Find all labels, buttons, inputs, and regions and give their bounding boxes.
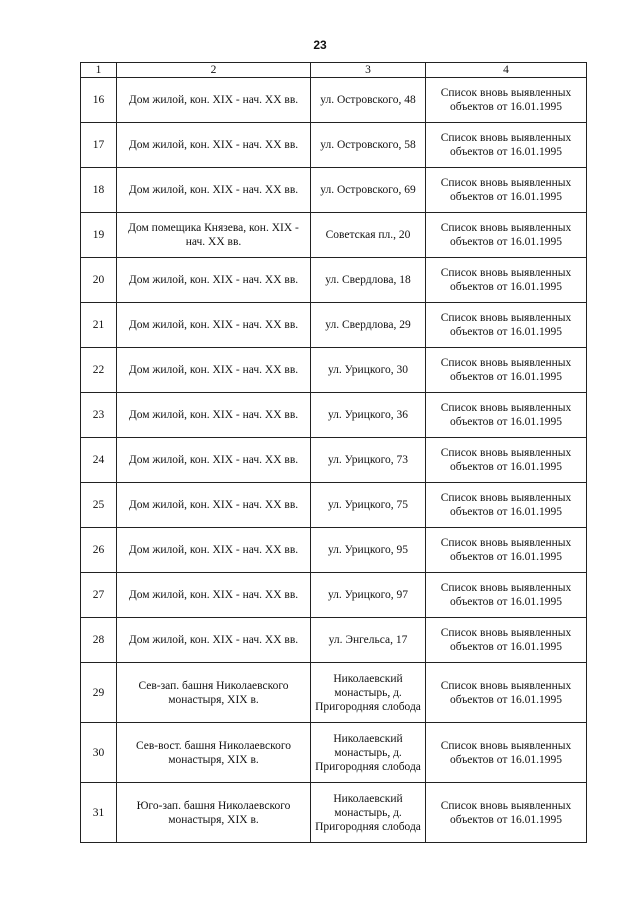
table-body bbox=[81, 78, 587, 843]
column-header-name: 2 bbox=[117, 63, 311, 78]
row-number: 16 bbox=[81, 78, 117, 123]
object-name: Дом жилой, кон. XIX - нач. XX вв. bbox=[117, 348, 311, 393]
table-row bbox=[81, 783, 587, 843]
object-address: ул. Урицкого, 36 bbox=[311, 393, 426, 438]
header-row bbox=[81, 63, 587, 78]
heritage-objects-table bbox=[80, 62, 587, 843]
object-address: ул. Островского, 69 bbox=[311, 168, 426, 213]
table-row bbox=[81, 303, 587, 348]
object-address: ул. Урицкого, 73 bbox=[311, 438, 426, 483]
table-row bbox=[81, 528, 587, 573]
object-source: Список вновь выявленных объектов от 16.01.1995 bbox=[426, 303, 587, 348]
table-row bbox=[81, 573, 587, 618]
object-source: Список вновь выявленных объектов от 16.01.1995 bbox=[426, 258, 587, 303]
row-number: 19 bbox=[81, 213, 117, 258]
object-source: Список вновь выявленных объектов от 16.01.1995 bbox=[426, 573, 587, 618]
object-source: Список вновь выявленных объектов от 16.01.1995 bbox=[426, 78, 587, 123]
object-source: Список вновь выявленных объектов от 16.01.1995 bbox=[426, 438, 587, 483]
object-name: Дом жилой, кон. XIX - нач. XX вв. bbox=[117, 393, 311, 438]
row-number: 22 bbox=[81, 348, 117, 393]
page-number: 23 bbox=[313, 38, 327, 52]
object-name: Дом помещика Князева, кон. XIX - нач. XX вв. bbox=[117, 213, 311, 258]
table-row bbox=[81, 663, 587, 723]
column-header-source: 4 bbox=[426, 63, 587, 78]
row-number: 23 bbox=[81, 393, 117, 438]
table-row bbox=[81, 723, 587, 783]
object-source: Список вновь выявленных объектов от 16.01.1995 bbox=[426, 213, 587, 258]
object-address: ул. Урицкого, 75 bbox=[311, 483, 426, 528]
object-address: Николаевский монастырь, д. Пригородняя слобода bbox=[311, 663, 426, 723]
object-source: Список вновь выявленных объектов от 16.01.1995 bbox=[426, 783, 587, 843]
object-address: ул. Энгельса, 17 bbox=[311, 618, 426, 663]
column-header-number: 1 bbox=[81, 63, 117, 78]
column-header-address: 3 bbox=[311, 63, 426, 78]
object-name: Сев-зап. башня Николаевского монастыря, XIX в. bbox=[117, 663, 311, 723]
table-row bbox=[81, 393, 587, 438]
object-address: ул. Урицкого, 95 bbox=[311, 528, 426, 573]
object-source: Список вновь выявленных объектов от 16.01.1995 bbox=[426, 393, 587, 438]
row-number: 29 bbox=[81, 663, 117, 723]
object-source: Список вновь выявленных объектов от 16.01.1995 bbox=[426, 528, 587, 573]
row-number: 25 bbox=[81, 483, 117, 528]
row-number: 24 bbox=[81, 438, 117, 483]
object-name: Дом жилой, кон. XIX - нач. XX вв. bbox=[117, 303, 311, 348]
row-number: 30 bbox=[81, 723, 117, 783]
object-address: Советская пл., 20 bbox=[311, 213, 426, 258]
object-name: Дом жилой, кон. XIX - нач. XX вв. bbox=[117, 123, 311, 168]
table-header bbox=[81, 63, 587, 78]
object-address: ул. Урицкого, 30 bbox=[311, 348, 426, 393]
object-source: Список вновь выявленных объектов от 16.01.1995 bbox=[426, 618, 587, 663]
row-number: 26 bbox=[81, 528, 117, 573]
object-name: Дом жилой, кон. XIX - нач. XX вв. bbox=[117, 78, 311, 123]
object-address: Николаевский монастырь, д. Пригородняя слобода bbox=[311, 723, 426, 783]
table-row bbox=[81, 168, 587, 213]
object-name: Дом жилой, кон. XIX - нач. XX вв. bbox=[117, 528, 311, 573]
object-name: Дом жилой, кон. XIX - нач. XX вв. bbox=[117, 168, 311, 213]
object-source: Список вновь выявленных объектов от 16.01.1995 bbox=[426, 123, 587, 168]
row-number: 20 bbox=[81, 258, 117, 303]
object-name: Дом жилой, кон. XIX - нач. XX вв. bbox=[117, 618, 311, 663]
object-source: Список вновь выявленных объектов от 16.01.1995 bbox=[426, 663, 587, 723]
row-number: 21 bbox=[81, 303, 117, 348]
row-number: 28 bbox=[81, 618, 117, 663]
table-row bbox=[81, 213, 587, 258]
object-address: ул. Островского, 48 bbox=[311, 78, 426, 123]
object-source: Список вновь выявленных объектов от 16.01.1995 bbox=[426, 348, 587, 393]
object-address: ул. Урицкого, 97 bbox=[311, 573, 426, 618]
object-address: ул. Свердлова, 29 bbox=[311, 303, 426, 348]
object-name: Дом жилой, кон. XIX - нач. XX вв. bbox=[117, 573, 311, 618]
table-row bbox=[81, 123, 587, 168]
object-name: Юго-зап. башня Николаевского монастыря, XIX в. bbox=[117, 783, 311, 843]
object-address: ул. Островского, 58 bbox=[311, 123, 426, 168]
object-source: Список вновь выявленных объектов от 16.01.1995 bbox=[426, 723, 587, 783]
table-row bbox=[81, 483, 587, 528]
object-name: Сев-вост. башня Николаевского монастыря, XIX в. bbox=[117, 723, 311, 783]
table-row bbox=[81, 348, 587, 393]
row-number: 31 bbox=[81, 783, 117, 843]
row-number: 17 bbox=[81, 123, 117, 168]
object-address: ул. Свердлова, 18 bbox=[311, 258, 426, 303]
table-row bbox=[81, 258, 587, 303]
object-source: Список вновь выявленных объектов от 16.01.1995 bbox=[426, 168, 587, 213]
object-name: Дом жилой, кон. XIX - нач. XX вв. bbox=[117, 258, 311, 303]
table-row bbox=[81, 618, 587, 663]
table-row bbox=[81, 438, 587, 483]
object-source: Список вновь выявленных объектов от 16.01.1995 bbox=[426, 483, 587, 528]
object-name: Дом жилой, кон. XIX - нач. XX вв. bbox=[117, 483, 311, 528]
row-number: 18 bbox=[81, 168, 117, 213]
object-address: Николаевский монастырь, д. Пригородняя слобода bbox=[311, 783, 426, 843]
row-number: 27 bbox=[81, 573, 117, 618]
object-name: Дом жилой, кон. XIX - нач. XX вв. bbox=[117, 438, 311, 483]
table-row bbox=[81, 78, 587, 123]
